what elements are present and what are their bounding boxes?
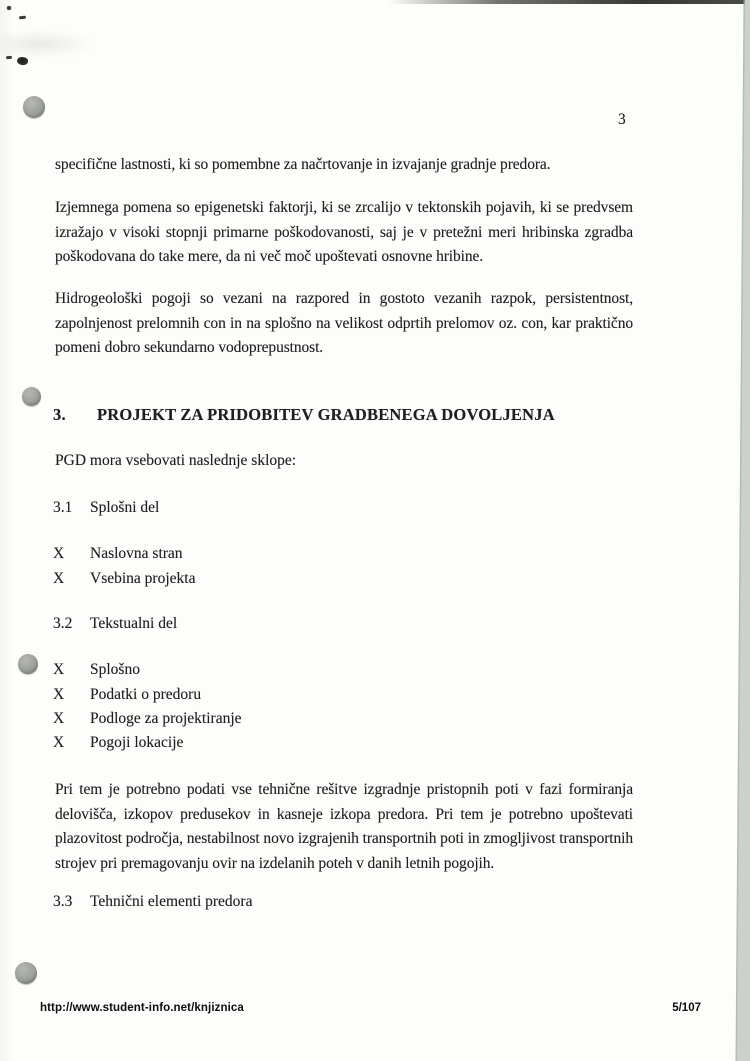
section-title: Splošni del — [90, 499, 160, 516]
item-mark: X — [53, 545, 65, 562]
paragraph-hydrogeological: Hidrogeološki pogoji so vezani na razpored in gostoto vezanih razpok, persistentnost, zapolnjenost prelomnih con in na splošno na velikost odprtih prelomov oz. con, kar praktično pomeni dobro sekundarno vodoprepustnost. — [55, 290, 633, 356]
chapter-title: PROJEKT ZA PRIDOBITEV GRADBENEGA DOVOLJENJA — [97, 405, 555, 424]
section-3-3 — [53, 893, 252, 911]
item-label: Podloge za projektiranje — [90, 710, 242, 727]
scanner-right-edge — [728, 0, 750, 1061]
scan-speck — [7, 6, 11, 10]
paragraph-technical-solutions: Pri tem je potrebno podati vse tehnične rešitve izgradnje pristopnih poti v fazi formiranja delovišča, izkopov predusekov in kasneje izkopa predora. Pri tem je potrebno upoštevati plazovitost področja, nestabilnost novo izgrajenih transportnih poti in zmogljivost transportnih strojev pri premagovanju ovir na izdelanih poteh v danih letnih pogojih. — [55, 781, 633, 872]
checklist-item — [53, 661, 140, 679]
scan-smudge — [0, 30, 95, 58]
item-mark: X — [53, 661, 65, 678]
item-mark: X — [53, 570, 65, 587]
scanner-background-strip — [728, 0, 750, 1061]
chapter-number: 3. — [53, 405, 66, 424]
paper-top-edge-shadow — [388, 0, 750, 4]
section-number: 3.3 — [53, 893, 73, 910]
checklist-item — [53, 545, 183, 563]
footer-source-url: http://www.student-info.net/knjiznica — [40, 1002, 244, 1014]
item-label: Podatki o predoru — [90, 686, 202, 703]
item-label: Vsebina projekta — [90, 570, 196, 587]
checklist-item — [53, 686, 201, 704]
item-mark: X — [53, 710, 65, 727]
chapter-heading — [53, 405, 555, 425]
section-title: Tehnični elementi predora — [90, 893, 253, 910]
scan-speck — [19, 16, 26, 20]
scan-speck — [6, 56, 12, 59]
item-mark: X — [53, 686, 65, 703]
paragraph-continuation: specifične lastnosti, ki so pomembne za načrtovanje in izvajanje gradnje predora. — [55, 156, 551, 173]
section-3-2 — [53, 615, 177, 633]
item-mark: X — [53, 734, 65, 751]
checklist-item — [53, 734, 183, 752]
binder-hole-shadow — [23, 96, 45, 118]
section-number: 3.2 — [53, 615, 73, 632]
item-label: Splošno — [90, 661, 140, 678]
binder-hole-shadow — [15, 962, 37, 984]
item-label: Naslovna stran — [90, 545, 183, 562]
paragraph-epigenetic-factors: Izjemnega pomena so epigenetski faktorji, ki se zrcalijo v tektonskih pojavih, ki se predvsem izražajo v visoki stopnji primarne poškodovanosti, saj je v pretežni meri hribinska zgradba poškodovana do take mere, da ni več moč upoštevati osnovne hribine. — [55, 199, 633, 265]
section-number: 3.1 — [53, 499, 73, 516]
item-label: Pogoji lokacije — [90, 734, 184, 751]
checklist-item — [53, 570, 195, 588]
footer-page-indicator: 5/107 — [672, 1002, 701, 1014]
section-3-1 — [53, 499, 159, 517]
section-title: Tekstualni del — [90, 615, 178, 632]
intro-line: PGD mora vsebovati naslednje sklope: — [55, 452, 297, 469]
binder-hole-shadow — [22, 387, 41, 406]
checklist-item — [53, 710, 242, 728]
page-number: 3 — [618, 111, 626, 128]
binder-hole-shadow — [18, 654, 38, 674]
